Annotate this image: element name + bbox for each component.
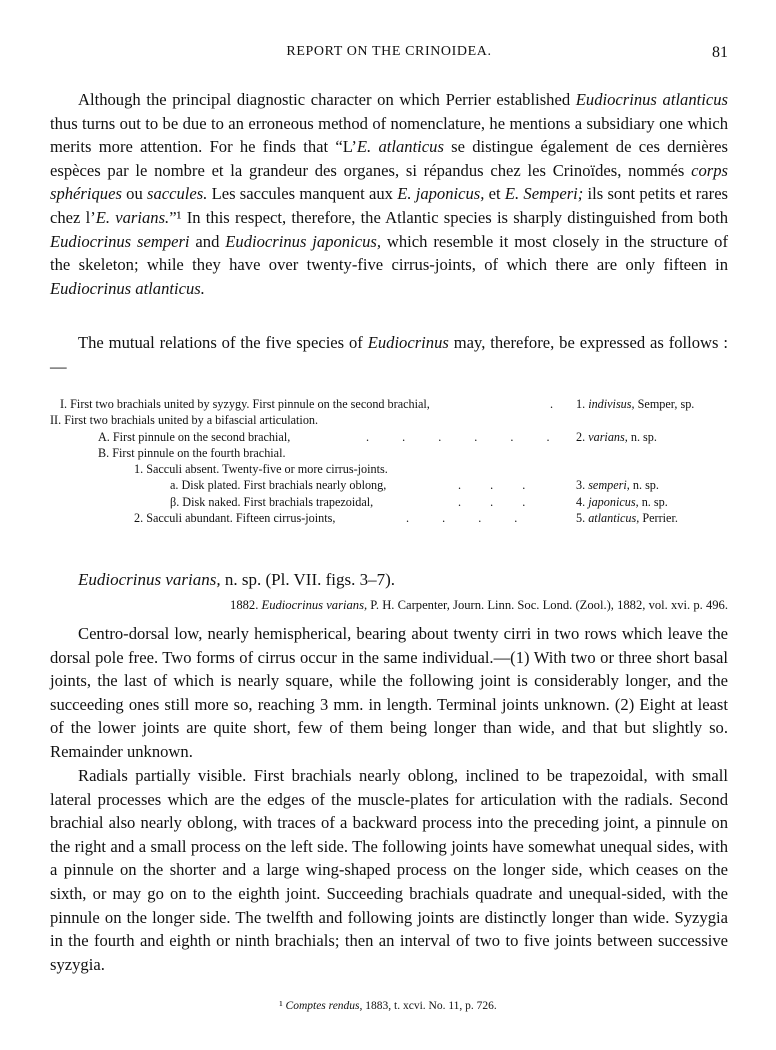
italic-run: Eudiocrinus xyxy=(367,333,449,352)
key-row xyxy=(60,445,728,461)
italic-run: Eudiocrinus atlanticus. xyxy=(50,278,205,298)
italic-run: saccules. xyxy=(146,184,208,204)
species-name: Eudiocrinus varians, xyxy=(78,570,221,589)
key-row-result: 2. varians, n. sp. xyxy=(576,429,657,444)
key-row xyxy=(60,477,728,493)
italic-run: E. Semperi; xyxy=(504,184,584,204)
key-row-text: β. Disk naked. First brachials trapezoidal, xyxy=(170,494,374,509)
paragraph-mutual-relations: The mutual relations of the five species of Eudiocrinus may, therefore, be expressed as follows :— xyxy=(50,333,728,376)
bibliographic-reference: 1882. Eudiocrinus varians, P. H. Carpenter, Journ. Linn. Soc. Lond. (Zool.), 1882, vol. xvi. p. 496. xyxy=(230,598,728,612)
paragraph-centro-dorsal: Centro-dorsal low, nearly hemispherical, bearing about twenty cirri in two rows which leave the dorsal pole free. Two forms of cirrus occur in the same individual.—(1) With two or three short basal joints, the last of which is nearly square, while the following joint is considerably longer, and the succeeding ones still more so, reaching 3 mm. in length. Terminal joints unknown. (2) Eight at least of the lower joints are quite short, few of them being longer than wide, and that but slightly so. Remainder unknown. xyxy=(50,624,728,761)
key-row-result: 3. semperi, n. sp. xyxy=(576,478,659,493)
key-row xyxy=(60,461,728,477)
paragraph-perrier-diagnosis: Although the principal diagnostic character on which Perrier established Eudiocrinus atlanticus thus turns out to be due to an erroneous method of nomenclature, he mentions a subsidiary one which merits more attention. For he finds that “L’E. atlanticus se distingue également de ces dernières espèces par le nombre et la grandeur des organes, si répandus chez les Crinoïdes, nommés corps sphériques ou saccules. Les saccules manquent aux E. japonicus, et E. Semperi; ils sont petits et rares chez l’E. varians.”¹ In this respect, therefore, the Atlantic species is sharply distinguished from both Eudiocrinus semperi and Eudiocrinus japonicus, which resemble it most closely in the structure of the skeleton; while they have over twenty-five cirrus-joints, of which there are only fifteen in Eudiocrinus atlanticus. xyxy=(50,90,729,298)
key-row xyxy=(60,396,728,412)
key-row-result: 1. indivisus, Semper, sp. xyxy=(576,397,695,411)
key-row-result: 4. japonicus, n. sp. xyxy=(576,494,668,509)
italic-run: indivisus, xyxy=(588,397,635,411)
italic-run: Eudiocrinus japonicus, xyxy=(225,231,381,251)
italic-run: varians, xyxy=(588,429,628,444)
key-row-dots: . . . xyxy=(458,494,526,509)
key-row-text: a. Disk plated. First brachials nearly oblong, xyxy=(170,478,387,493)
page-header xyxy=(50,44,728,66)
key-row-result: 5. atlanticus, Perrier. xyxy=(576,511,678,526)
italic-run: atlanticus, xyxy=(588,511,640,526)
italic-run: corps sphériques xyxy=(50,160,728,204)
italic-run: E. atlanticus xyxy=(356,137,444,157)
species-key xyxy=(50,396,728,526)
italic-run: Eudiocrinus atlanticus xyxy=(575,90,728,109)
key-row-text: 1. Sacculi absent. Twenty-five or more cirrus-joints. xyxy=(134,462,388,477)
footnote: ¹ Comptes rendus, 1883, t. xcvi. No. 11, p. 726. xyxy=(279,1000,497,1012)
key-row-dots: . . . xyxy=(458,478,526,493)
key-row xyxy=(60,510,728,526)
running-head: REPORT ON THE CRINOIDEA. xyxy=(286,44,492,59)
species-heading-rest: n. sp. (Pl. VII. figs. 3–7). xyxy=(220,570,396,589)
italic-run: Comptes rendus, xyxy=(285,1000,363,1012)
key-row-dots: . xyxy=(550,397,554,411)
key-row-dots: . . . . xyxy=(406,511,518,526)
key-row-text: B. First pinnule on the fourth brachial. xyxy=(98,445,286,460)
key-row xyxy=(60,429,728,445)
key-row-text: A. First pinnule on the second brachial, xyxy=(98,429,291,444)
key-row-text: I. First two brachials united by syzygy. First pinnule on the second brachial, xyxy=(60,397,430,411)
italic-run: E. japonicus, xyxy=(397,184,485,204)
italic-run: E. varians. xyxy=(95,207,170,227)
italic-run: japonicus, xyxy=(588,494,639,509)
key-row-text: II. First two brachials united by a bifascial articulation. xyxy=(50,413,319,428)
paragraph-radials: Radials partially visible. First brachials nearly oblong, inclined to be trapezoidal, with small lateral processes which are the edges of the muscle-plates for articulation with the radials. Second brachial also nearly oblong, with traces of a backward process into the preceding joint, a pinnule on the right and a small process on the left side. The following joints have somewhat unequal sides, with a pinnule on the shorter and a large wing-shaped process on the longer side, which ceases on the sixth, or may go on to the eighth joint. Succeeding brachials quadrate and unequal-sided, with the pinnule on the longer side. The twelfth and following joints are distinctly longer than wide. Syzygia in the fourth and eighth or ninth brachials; then an interval of two to five joints between successive syzygia. xyxy=(50,766,728,974)
key-row xyxy=(60,494,728,510)
species-heading xyxy=(78,570,395,590)
italic-run: semperi, xyxy=(588,478,630,493)
key-row-text: 2. Sacculi abundant. Fifteen cirrus-joints, xyxy=(134,511,336,526)
page-number: 81 xyxy=(712,44,728,61)
italic-run: Eudiocrinus varians, xyxy=(261,598,368,612)
key-row xyxy=(50,412,728,428)
key-row-dots: . . . . . . xyxy=(366,429,550,444)
italic-run: Eudiocrinus semperi xyxy=(50,231,190,251)
